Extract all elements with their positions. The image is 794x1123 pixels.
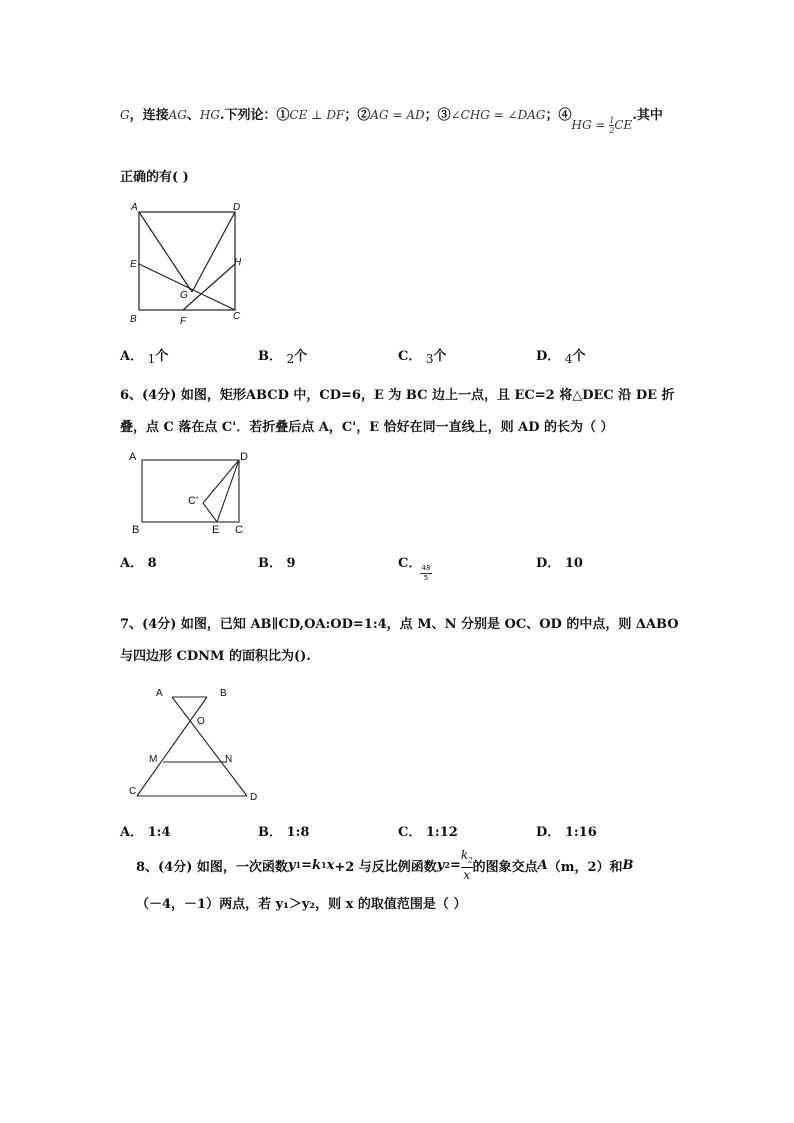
q5-option-d[interactable]: D． 4个 <box>536 349 586 366</box>
q6-option-c[interactable]: C． <box>398 556 422 571</box>
q7-option-b[interactable]: B． 1:8 <box>258 825 310 840</box>
q6-option-d[interactable]: D． 10 <box>536 556 583 571</box>
q5-label-e: E <box>130 259 137 270</box>
q6-label-b: B <box>132 524 140 536</box>
q7-option-d[interactable]: D． 1:16 <box>536 825 597 840</box>
q6-option-c-fraction: 48 5 <box>421 564 431 582</box>
q7-label-c: C <box>129 786 137 797</box>
q5-square-figure <box>125 198 255 332</box>
q7-option-c[interactable]: C． 1:12 <box>398 825 458 840</box>
q5-conclusion-2: AG = AD <box>370 108 425 122</box>
q5-label-a: A <box>131 202 138 213</box>
q7-figure-svg <box>125 684 265 806</box>
q7-triangle-figure <box>125 684 265 810</box>
q5-option-b[interactable]: B． 2个 <box>258 349 308 366</box>
q7-label-m: M <box>149 754 158 765</box>
q7-label-d: D <box>250 792 258 803</box>
q5-label-b: B <box>130 314 137 325</box>
q5-point-g: G <box>120 108 130 122</box>
q5-statement-line1: G，连接AG、HG.下列论：①CE ⊥ DF；②AG = AD；③∠CHG = ∠DAG；④HG = $\frac{1}{2}$ CE.其中 <box>120 108 663 135</box>
q5-figure-svg <box>125 198 255 328</box>
q6-label-c-prime: C' <box>188 495 199 507</box>
q7-label-o: O <box>197 716 205 727</box>
q6-label-d: D <box>240 451 248 463</box>
q6-rectangle-figure <box>125 446 260 542</box>
q5-option-c[interactable]: C． 3个 <box>398 349 447 366</box>
q6-label-c: C <box>235 524 243 536</box>
q5-option-a[interactable]: A． 1个 <box>120 349 169 366</box>
q5-conclusion-1: CE ⊥ DF <box>289 108 345 122</box>
q6-statement-line1: 6、(4分) 如图，矩形ABCD 中，CD=6，E 为 BC 边上一点，且 EC=2 将△DEC 沿 DE 折 <box>120 388 675 403</box>
q7-statement-line2: 与四边形 CDNM 的面积比为(). <box>120 649 311 664</box>
q6-option-a[interactable]: A． 8 <box>120 556 157 571</box>
q6-option-b[interactable]: B． 9 <box>258 556 296 571</box>
q7-label-a: A <box>156 688 163 699</box>
q5-label-g: G <box>180 290 188 301</box>
q5-label-c: C <box>233 311 241 322</box>
q5-label-h: H <box>234 257 242 268</box>
q8-statement-line2: （－4，－1）两点，若 y₁＞y₂，则 x 的取值范围是（ ） <box>136 897 467 912</box>
q6-label-e: E <box>212 524 220 536</box>
q6-statement-line2: 叠，点 C 落在点 C'．若折叠后点 A，C'，E 恰好在同一直线上，则 AD 的长为（ ） <box>120 420 614 435</box>
q7-label-b: B <box>220 688 227 699</box>
q5-conclusion-4: HG = $\frac{1}{2}$ CE <box>571 116 633 135</box>
q8-statement-line1: 8、(4分) 如图，一次函数 y 1 = k 1 x +2 与反比例函数 y 2 = $\frac{k_2}{x}$ 的图象交点 A （m，2）和 B <box>136 848 634 883</box>
q7-label-n: N <box>225 754 233 765</box>
q7-statement-line1: 7、(4分) 如图，已知 AB∥CD,OA:OD=1:4，点 M、N 分别是 OC、OD 的中点，则 ΔABO <box>120 617 679 632</box>
q5-statement-line2: 正确的有( ) <box>120 170 189 185</box>
q7-option-a[interactable]: A． 1:4 <box>120 825 171 840</box>
q8-inverse-fraction: $\frac{k_2}{x}$ <box>460 848 473 883</box>
q5-label-f: F <box>180 316 187 327</box>
q6-figure-svg <box>125 446 260 538</box>
q5-conclusion-3: ∠CHG = ∠DAG <box>450 108 546 122</box>
q6-label-a: A <box>129 451 137 463</box>
q5-label-d: D <box>233 202 241 213</box>
